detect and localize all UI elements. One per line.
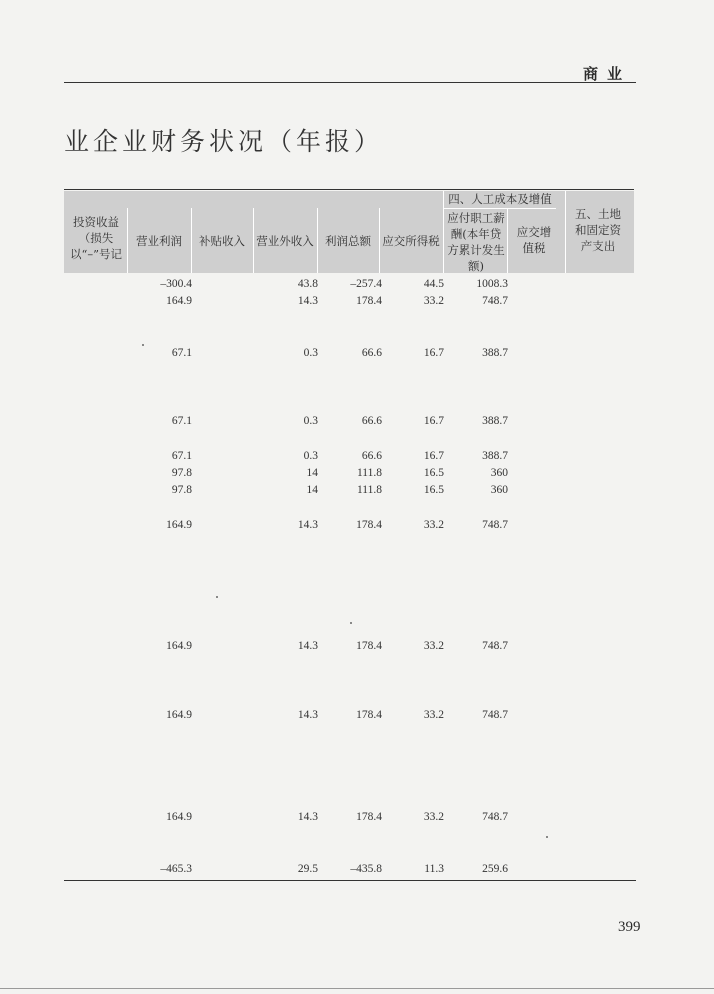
cell-payable-wages: 388.7 [482,415,508,427]
col-header-vat-payable: 应交增值税 [516,225,552,255]
group-header-land-fixed-assets: 五、土地和固定资产支出 [575,207,621,253]
cell-non-operating-income: 14.3 [297,640,318,652]
cell-income-tax: 16.7 [423,450,444,462]
page-number: 399 [618,919,641,935]
cell-payable-wages: 748.7 [482,295,508,307]
col-separator [443,208,444,273]
cell-payable-wages: 748.7 [482,811,508,823]
cell-total-profit: 66.6 [361,450,382,462]
cell-total-profit: 178.4 [356,811,382,823]
cell-non-operating-income: 14.3 [297,295,318,307]
cell-non-operating-income: 29.5 [297,863,318,875]
cell-operating-profit: 67.1 [171,450,192,462]
cell-non-operating-income: 14 [306,484,318,496]
scan-speck [350,622,352,624]
cell-income-tax: 16.7 [423,347,444,359]
cell-operating-profit: –465.3 [160,863,192,875]
table-top-rule [64,189,634,190]
col-header-operating-profit: 营业利润 [136,234,182,248]
col-header-subsidy-income: 补贴收入 [199,234,245,248]
cell-operating-profit: 164.9 [166,811,192,823]
cell-non-operating-income: 0.3 [303,415,318,427]
cell-operating-profit: 164.9 [166,640,192,652]
cell-payable-wages: 1008.3 [476,278,508,290]
cell-total-profit: 178.4 [356,709,382,721]
col-header-non-operating-income: 营业外收入 [256,234,314,248]
cell-payable-wages: 360 [490,467,508,479]
cell-total-profit: –435.8 [350,863,382,875]
page-edge-rule [0,988,714,989]
col-header-invest-income: 投资收益（损失以“–”号记 [69,215,122,261]
cell-non-operating-income: 0.3 [303,347,318,359]
scan-speck [216,596,218,598]
cell-income-tax: 33.2 [423,811,444,823]
cell-total-profit: 178.4 [356,519,382,531]
cell-payable-wages: 259.6 [482,863,508,875]
cell-total-profit: 66.6 [361,347,382,359]
col-separator [191,208,192,273]
col-separator [253,208,254,273]
cell-income-tax: 33.2 [423,640,444,652]
cell-operating-profit: 164.9 [166,519,192,531]
section-label: 商业 [583,65,632,83]
cell-payable-wages: 388.7 [482,450,508,462]
page-title: 业企业财务状况（年报） [64,127,384,156]
cell-total-profit: 178.4 [356,640,382,652]
cell-operating-profit: 67.1 [171,347,192,359]
table-bottom-rule [64,880,636,881]
cell-operating-profit: 164.9 [166,295,192,307]
cell-total-profit: 111.8 [356,484,382,496]
group-four-rule [444,208,556,209]
scan-speck [142,344,144,346]
col-header-payable-wages: 应付职工薪酬(本年贷方累计发生额) [447,211,505,273]
cell-payable-wages: 748.7 [482,519,508,531]
cell-total-profit: 111.8 [356,467,382,479]
cell-income-tax: 11.3 [424,863,444,875]
cell-operating-profit: 97.8 [171,467,192,479]
cell-income-tax: 16.7 [423,415,444,427]
cell-total-profit: 178.4 [356,295,382,307]
cell-non-operating-income: 14.3 [297,519,318,531]
cell-income-tax: 33.2 [423,295,444,307]
cell-payable-wages: 748.7 [482,709,508,721]
top-rule [64,82,636,83]
cell-operating-profit: –300.4 [160,278,192,290]
cell-operating-profit: 97.8 [171,484,192,496]
cell-operating-profit: 67.1 [171,415,192,427]
col-header-total-profit: 利润总额 [325,234,371,248]
col-header-income-tax: 应交所得税 [382,234,440,248]
scan-speck [546,836,548,838]
col-separator [443,191,444,208]
col-separator [127,208,128,273]
cell-non-operating-income: 14.3 [297,709,318,721]
cell-payable-wages: 388.7 [482,347,508,359]
cell-non-operating-income: 14.3 [297,811,318,823]
cell-non-operating-income: 0.3 [303,450,318,462]
cell-total-profit: –257.4 [350,278,382,290]
cell-total-profit: 66.6 [361,415,382,427]
cell-non-operating-income: 14 [306,467,318,479]
cell-payable-wages: 748.7 [482,640,508,652]
col-separator [565,191,566,273]
cell-payable-wages: 360 [490,484,508,496]
cell-operating-profit: 164.9 [166,709,192,721]
col-separator [317,208,318,273]
cell-income-tax: 16.5 [423,484,444,496]
cell-income-tax: 16.5 [423,467,444,479]
col-separator [507,208,508,273]
cell-income-tax: 33.2 [423,519,444,531]
cell-income-tax: 33.2 [423,709,444,721]
cell-non-operating-income: 43.8 [297,278,318,290]
col-separator [379,208,380,273]
cell-income-tax: 44.5 [423,278,444,290]
group-header-labor-cost: 四、人工成本及增值 [448,192,552,206]
